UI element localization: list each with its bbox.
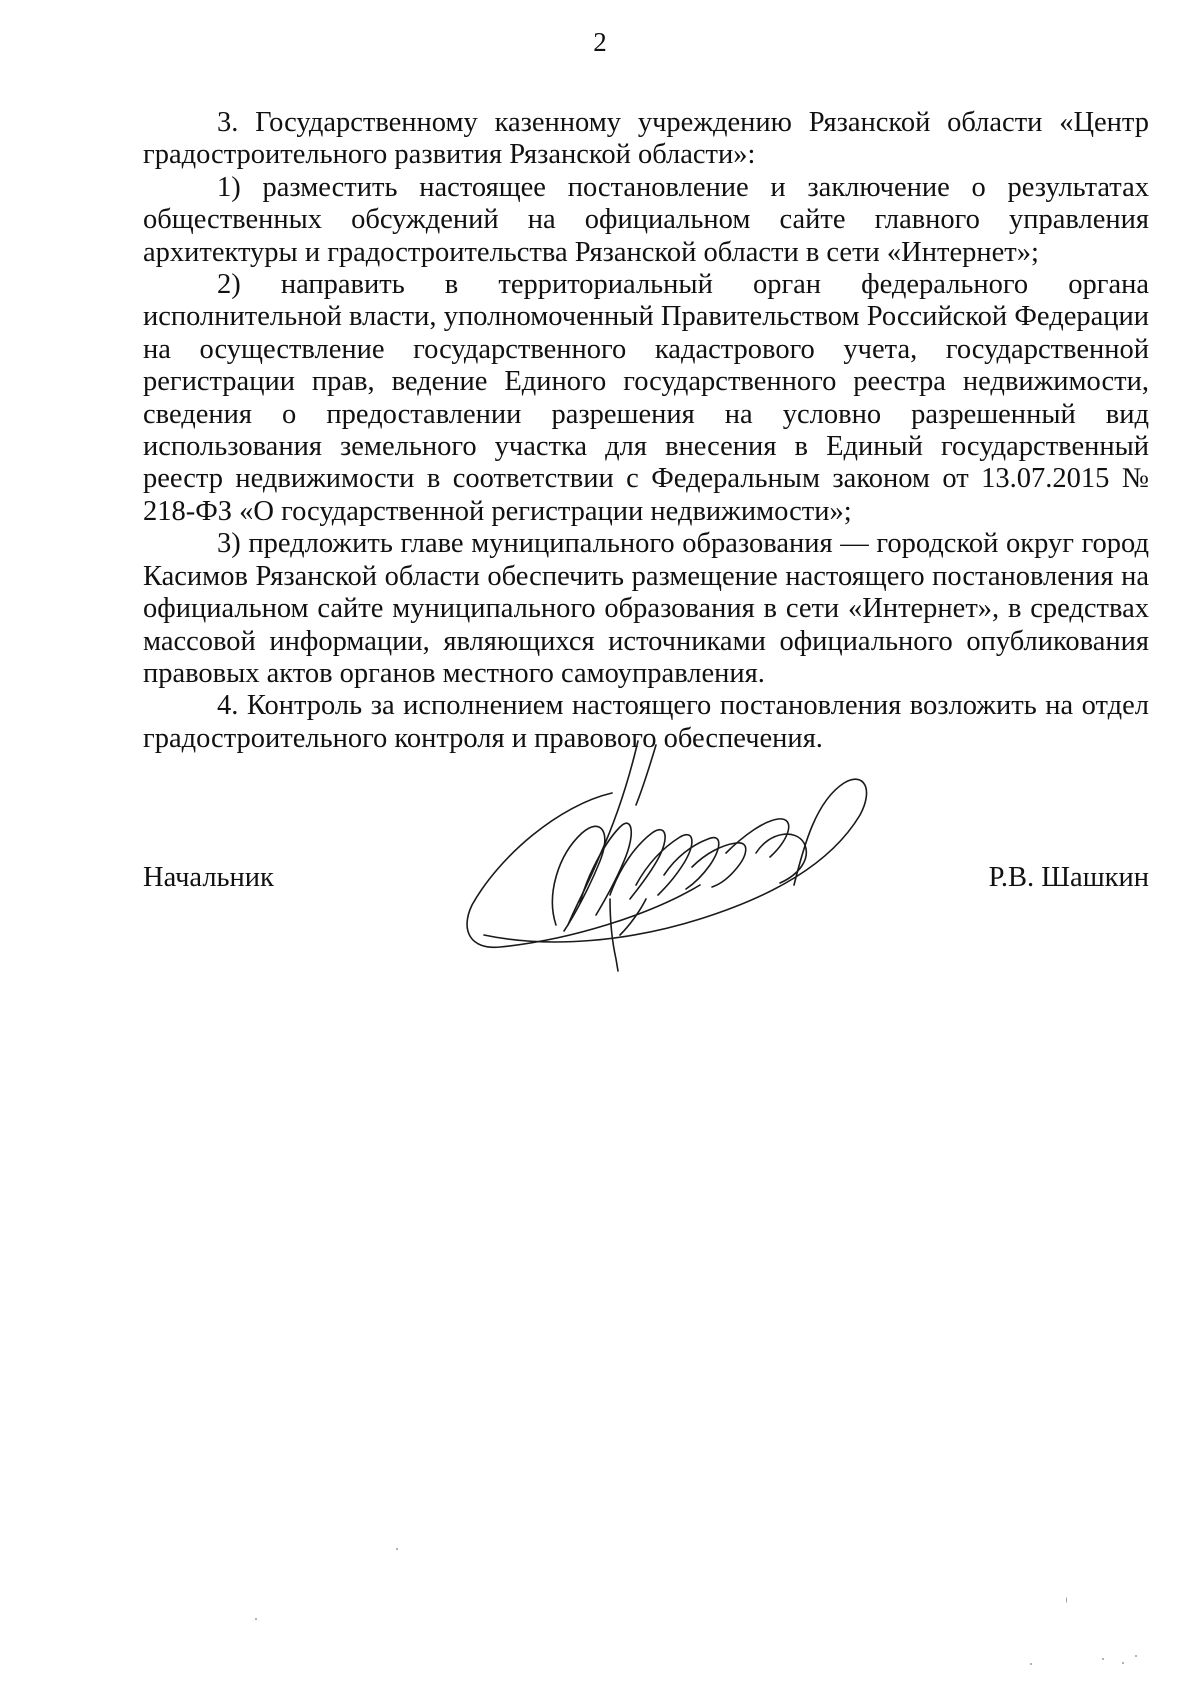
scan-speck — [1102, 1658, 1104, 1660]
scan-speck — [1066, 1597, 1067, 1603]
page-number: 2 — [593, 27, 607, 57]
document-body — [143, 107, 1149, 755]
handwritten-signature — [460, 735, 940, 995]
paragraph-subitem-1: 1) разместить настоящее постановление и заключение о результатах общественных обсуждений на официальном сайте главного управления архитектуры и градостроительства Рязанской области в сети «Интернет»; — [143, 171, 1149, 268]
signatory-name: Р.В. Шашкин — [988, 862, 1149, 893]
signatory-title: Начальник — [143, 862, 274, 893]
paragraph-subitem-2: 2) направить в территориальный орган федерального органа исполнительной власти, уполномоченный Правительством Российской Федерации на осуществление государственного кадастрового учета, государственной регистрации прав, ведение Единого государственного реестра недвижимости, сведения о предоставлении разрешения на условно разрешенный вид использования земельного участка для внесения в Единый государственный реестр недвижимости в соответствии с Федеральным законом от 13.07.2015 № 218-ФЗ «О государственной регистрации недвижимости»; — [143, 269, 1149, 527]
scan-speck — [1135, 1655, 1137, 1657]
scan-speck — [255, 1618, 257, 1620]
paragraph-item-4: 4. Контроль за исполнением настоящего постановления возложить на отдел градостроительного контроля и правового обеспечения. — [143, 690, 1149, 754]
scan-speck — [1122, 1662, 1124, 1664]
paragraph-item-3: 3. Государственному казенному учреждению Рязанской области «Центр градостроительного развития Рязанской области»: — [143, 107, 1149, 171]
paragraph-subitem-3: 3) предложить главе муниципального образования — городской округ город Касимов Рязанской области обеспечить размещение настоящего постановления на официальном сайте муниципального образования в сети «Интернет», в средствах массовой информации, являющихся источниками официального опубликования правовых актов органов местного самоуправления. — [143, 528, 1149, 689]
scan-speck — [1030, 1663, 1032, 1665]
scan-speck — [396, 1548, 398, 1550]
